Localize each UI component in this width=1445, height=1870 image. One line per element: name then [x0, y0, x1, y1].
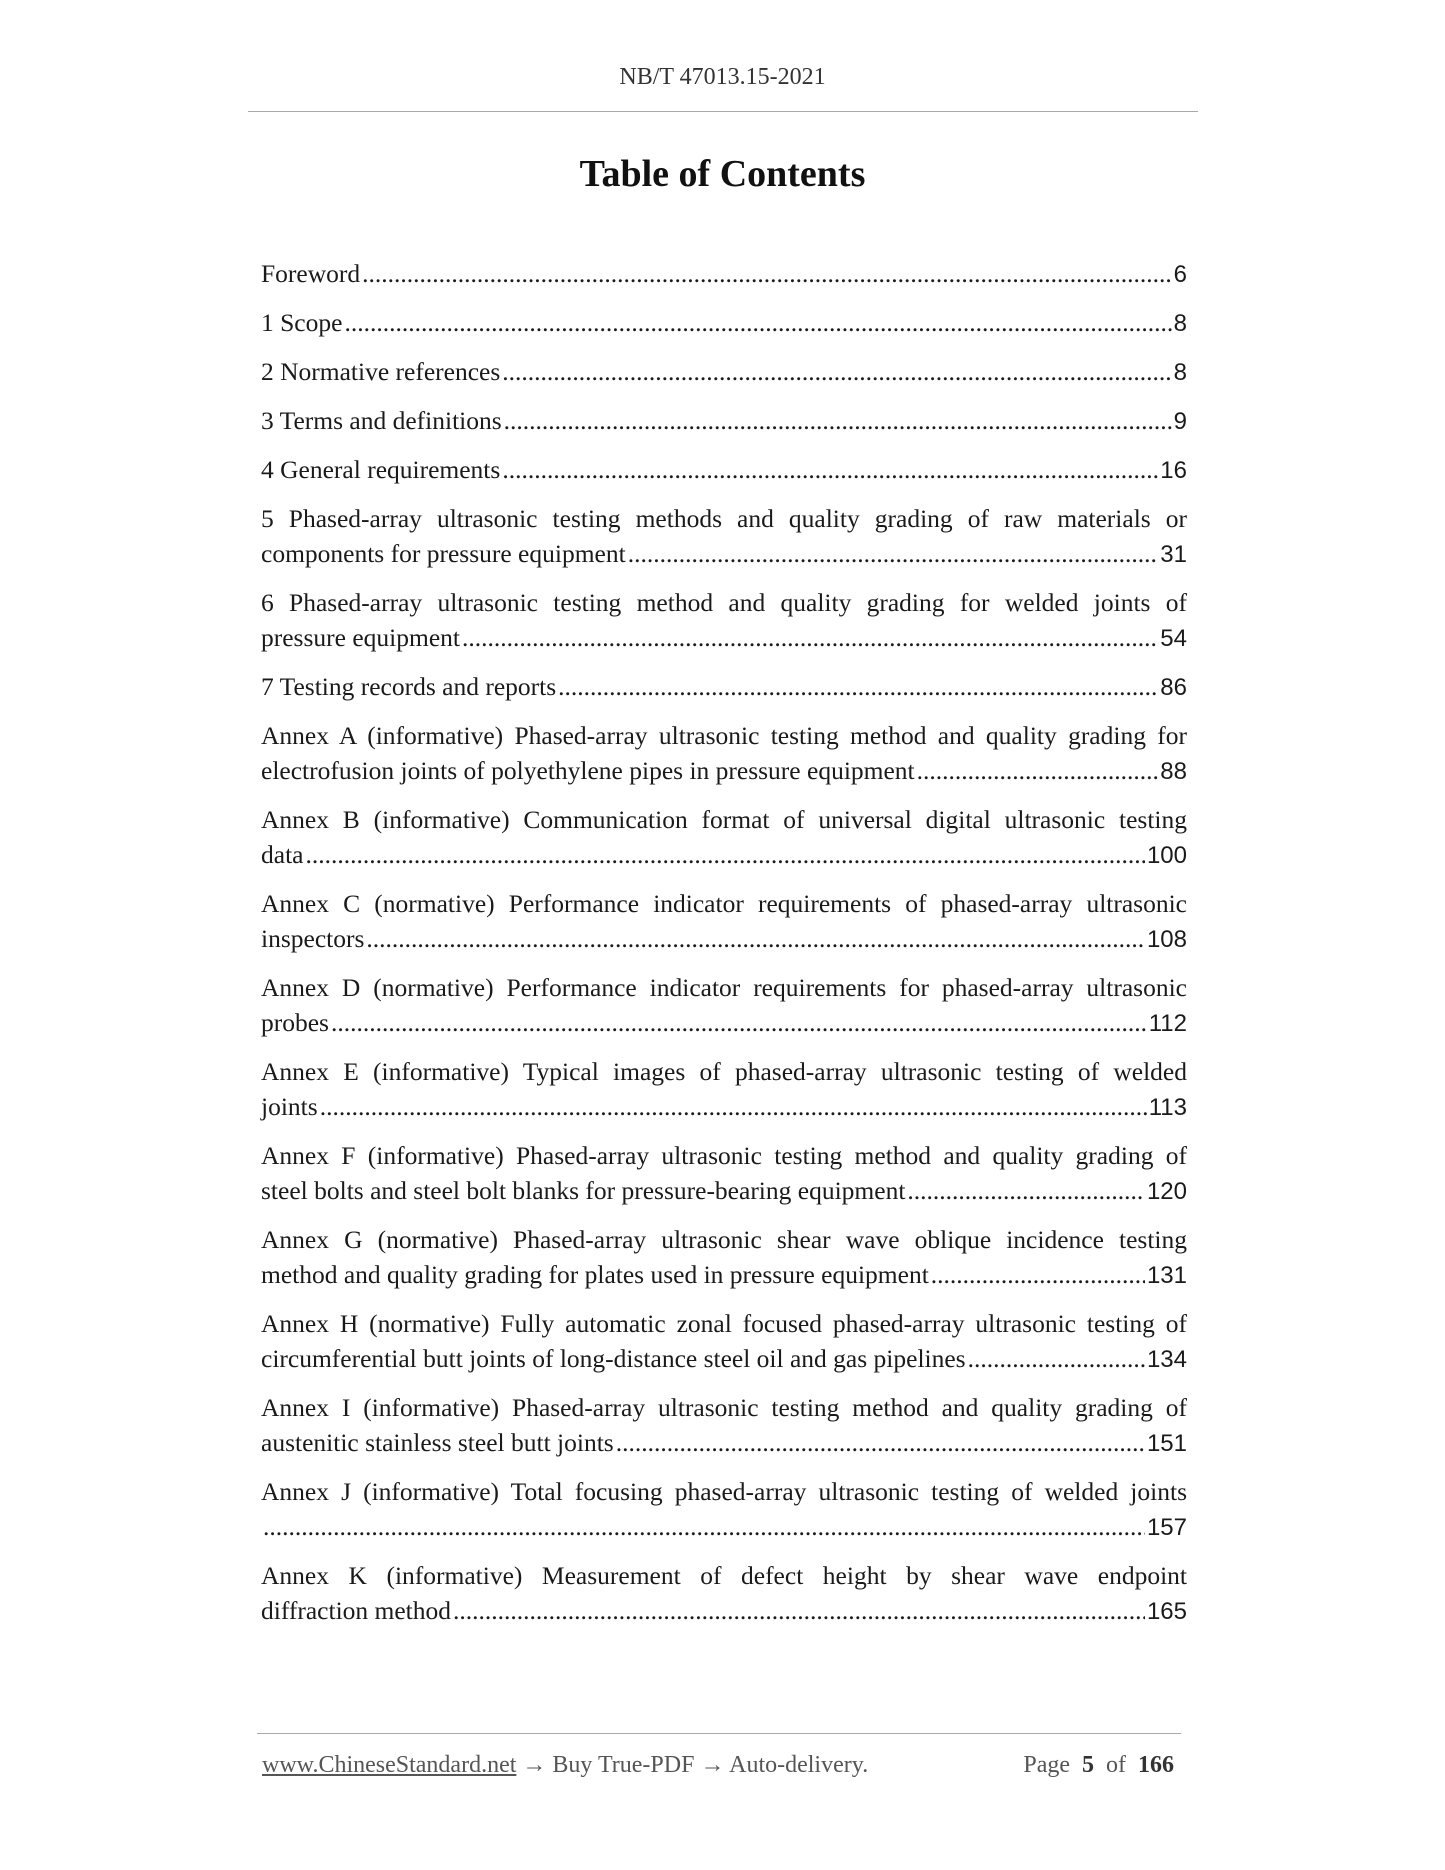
toc-page-number: 131: [1146, 1262, 1187, 1289]
toc-entry-title: pressure equipment: [261, 623, 460, 652]
dot-leader: [504, 403, 1172, 438]
toc-entry-heading: 6 Phased-array ultrasonic testing method and quality grading for welded joints of: [261, 588, 1187, 617]
toc-entry[interactable]: [261, 1474, 1187, 1545]
toc-entry[interactable]: [261, 1222, 1187, 1293]
toc-entry[interactable]: [261, 1138, 1187, 1209]
toc-entry-title: 7 Testing records and reports: [261, 672, 557, 701]
toc-entry-title: 2 Normative references: [261, 357, 501, 386]
toc-entry-heading: Annex C (normative) Performance indicator requirements of phased-array ultrasonic: [261, 889, 1187, 918]
toc-entry-title: method and quality grading for plates used in pressure equipment: [261, 1260, 929, 1289]
footer-promo: → Buy True-PDF → Auto-delivery.: [516, 1752, 869, 1778]
toc-entry-title: 1 Scope: [261, 308, 343, 337]
dot-leader: [320, 1089, 1147, 1124]
document-code: NB/T 47013.15-2021: [619, 64, 826, 90]
toc-entry[interactable]: [261, 802, 1187, 873]
toc-entry-line: [261, 921, 1187, 957]
toc-entry-heading: Annex B (informative) Communication format of universal digital ultrasonic testing: [261, 805, 1187, 834]
toc-page-number: 9: [1173, 408, 1187, 435]
toc-entry-title: steel bolts and steel bolt blanks for pressure-bearing equipment: [261, 1176, 906, 1205]
toc-entry-heading: 5 Phased-array ultrasonic testing methods and quality grading of raw materials or: [261, 504, 1187, 533]
dot-leader: [502, 354, 1171, 389]
toc-entry[interactable]: [261, 970, 1187, 1041]
toc-page-number: 157: [1146, 1514, 1187, 1541]
toc-entry[interactable]: [261, 886, 1187, 957]
of-label: of: [1106, 1752, 1126, 1778]
page-indicator: [1023, 1752, 1180, 1779]
toc-entry-title: joints: [261, 1092, 318, 1121]
toc-entry-line: [261, 256, 1187, 292]
toc-entry-title: data: [261, 840, 304, 869]
dot-leader: [558, 669, 1158, 704]
dot-leader: [968, 1341, 1145, 1376]
dot-leader: [931, 1257, 1145, 1292]
header-divider: [248, 111, 1198, 112]
dot-leader: [502, 452, 1158, 487]
toc-entry-line: [261, 1257, 1187, 1293]
toc-entry[interactable]: [261, 1306, 1187, 1377]
page-title: Table of Contents: [579, 153, 866, 195]
dot-leader: [344, 305, 1171, 340]
page-footer: [262, 1752, 1180, 1779]
site-link[interactable]: www.ChineseStandard.net: [262, 1752, 517, 1778]
table-of-contents: [261, 256, 1187, 1642]
toc-entry[interactable]: [261, 256, 1187, 292]
toc-entry-line: [261, 1593, 1187, 1629]
toc-page-number: 54: [1160, 625, 1187, 652]
toc-page-number: 31: [1160, 541, 1187, 568]
toc-entry-title: components for pressure equipment: [261, 539, 626, 568]
toc-entry-heading: Annex K (informative) Measurement of defect height by shear wave endpoint: [261, 1561, 1187, 1590]
toc-entry[interactable]: [261, 501, 1187, 572]
toc-entry-line: [261, 403, 1187, 439]
toc-entry[interactable]: [261, 354, 1187, 390]
dot-leader: [616, 1425, 1145, 1460]
toc-page-number: 120: [1146, 1178, 1187, 1205]
toc-entry-line: [261, 536, 1187, 572]
toc-entry[interactable]: [261, 1054, 1187, 1125]
toc-entry-line: [261, 354, 1187, 390]
toc-page-number: 16: [1160, 457, 1187, 484]
toc-entry-heading: Annex F (informative) Phased-array ultrasonic testing method and quality grading of: [261, 1141, 1187, 1170]
toc-entry-heading: Annex A (informative) Phased-array ultrasonic testing method and quality grading for: [261, 721, 1187, 750]
dot-leader: [305, 837, 1144, 872]
current-page: 5: [1082, 1752, 1094, 1778]
toc-entry-title: inspectors: [261, 924, 365, 953]
toc-page-number: 134: [1146, 1346, 1187, 1373]
toc-entry-heading: Annex H (normative) Fully automatic zonal focused phased-array ultrasonic testing of: [261, 1309, 1187, 1338]
toc-entry-title: electrofusion joints of polyethylene pipes in pressure equipment: [261, 756, 915, 785]
toc-entry-line: [261, 1509, 1187, 1545]
toc-entry[interactable]: [261, 718, 1187, 789]
toc-entry-heading: Annex D (normative) Performance indicator requirements for phased-array ultrasonic: [261, 973, 1187, 1002]
toc-page-number: 8: [1173, 310, 1187, 337]
dot-leader: [362, 256, 1171, 291]
toc-entry-line: [261, 753, 1187, 789]
toc-entry-title: 3 Terms and definitions: [261, 406, 502, 435]
toc-entry-line: [261, 1089, 1187, 1125]
toc-page-number: 88: [1160, 758, 1187, 785]
dot-leader: [628, 536, 1159, 571]
toc-entry-title: 4 General requirements: [261, 455, 501, 484]
footer-divider: [257, 1733, 1181, 1734]
dot-leader: [263, 1509, 1145, 1544]
toc-entry-line: [261, 1341, 1187, 1377]
toc-entry-line: [261, 669, 1187, 705]
footer-promo-line: [262, 1752, 868, 1779]
toc-page-number: 6: [1173, 261, 1187, 288]
toc-entry-title: circumferential butt joints of long-distance steel oil and gas pipelines: [261, 1344, 966, 1373]
dot-leader: [907, 1173, 1145, 1208]
toc-entry-title: austenitic stainless steel butt joints: [261, 1428, 614, 1457]
toc-page-number: 100: [1146, 842, 1187, 869]
dot-leader: [462, 620, 1158, 655]
toc-entry[interactable]: [261, 403, 1187, 439]
toc-page-number: 108: [1146, 926, 1187, 953]
toc-entry-line: [261, 1005, 1187, 1041]
dot-leader: [917, 753, 1159, 788]
toc-entry-title: diffraction method: [261, 1596, 452, 1625]
dot-leader: [331, 1005, 1147, 1040]
toc-entry-heading: Annex E (informative) Typical images of phased-array ultrasonic testing of welded: [261, 1057, 1187, 1086]
toc-page-number: 113: [1148, 1094, 1187, 1121]
toc-page-number: 112: [1148, 1010, 1187, 1037]
toc-entry-line: [261, 452, 1187, 488]
toc-entry[interactable]: [261, 1558, 1187, 1629]
toc-page-number: 8: [1173, 359, 1187, 386]
toc-entry-heading: Annex J (informative) Total focusing phased-array ultrasonic testing of welded joints: [261, 1477, 1187, 1506]
dot-leader: [453, 1593, 1145, 1628]
toc-page-number: 86: [1160, 674, 1187, 701]
toc-page-number: 165: [1146, 1598, 1187, 1625]
toc-entry-line: [261, 1425, 1187, 1461]
toc-entry[interactable]: [261, 585, 1187, 656]
toc-page-number: 151: [1146, 1430, 1187, 1457]
toc-entry-line: [261, 1173, 1187, 1209]
toc-entry[interactable]: [261, 305, 1187, 341]
toc-entry-line: [261, 837, 1187, 873]
total-pages: 166: [1138, 1752, 1174, 1778]
toc-entry[interactable]: [261, 1390, 1187, 1461]
toc-entry-heading: Annex G (normative) Phased-array ultrasonic shear wave oblique incidence testing: [261, 1225, 1187, 1254]
toc-entry[interactable]: [261, 452, 1187, 488]
toc-entry-line: [261, 620, 1187, 656]
toc-entry[interactable]: [261, 669, 1187, 705]
page-label: Page: [1023, 1752, 1070, 1778]
toc-entry-heading: Annex I (informative) Phased-array ultrasonic testing method and quality grading of: [261, 1393, 1187, 1422]
dot-leader: [366, 921, 1145, 956]
toc-entry-line: [261, 305, 1187, 341]
toc-entry-title: probes: [261, 1008, 329, 1037]
toc-entry-title: Foreword: [261, 259, 361, 288]
